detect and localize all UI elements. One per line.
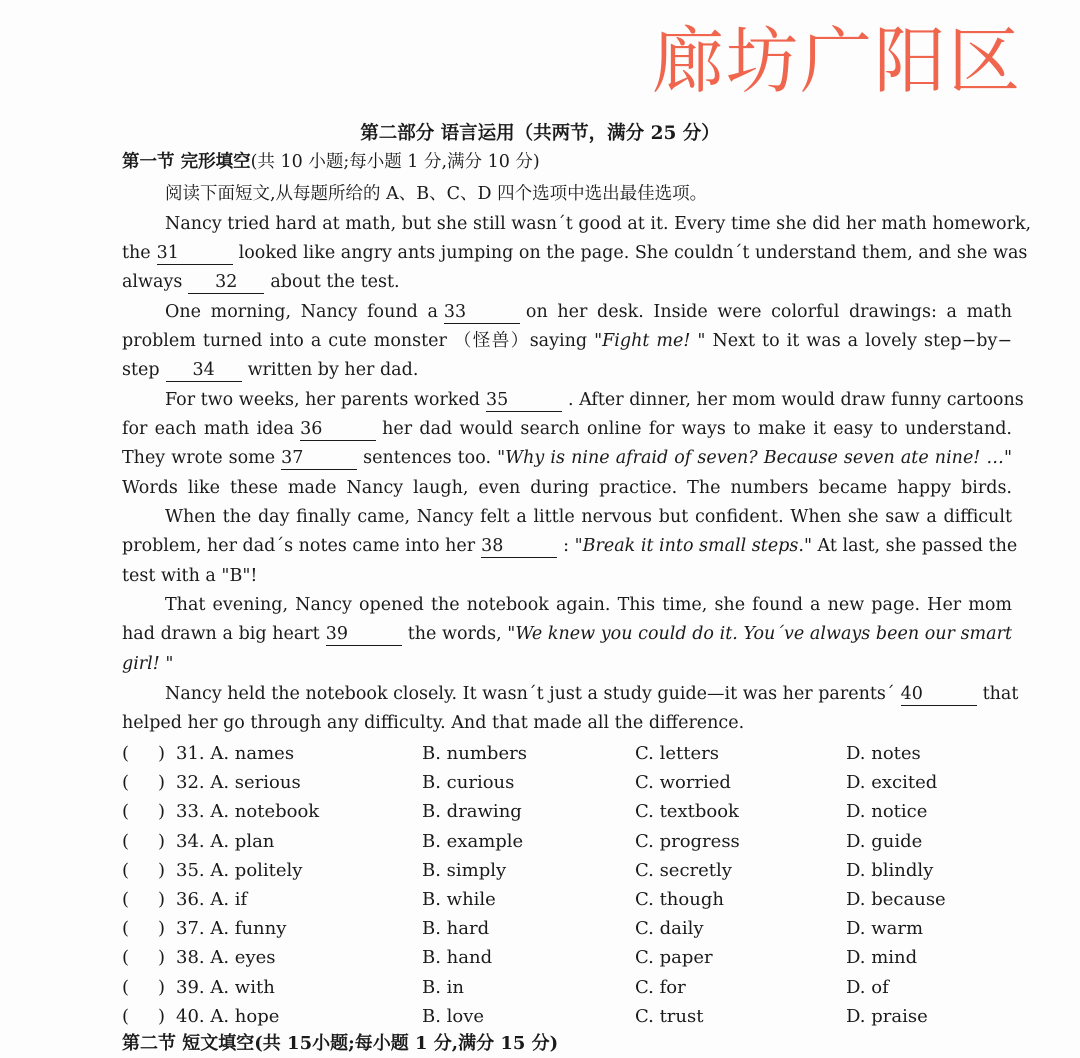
option-a: 37. A. funny [176, 918, 287, 940]
passage-line: Words like these made Nancy laugh, even during practice. The numbers became happy birds. [122, 478, 1012, 498]
passage-line: Nancy tried hard at math, but she still wasn´t good at it. Every time she did her math homework, [165, 214, 1032, 234]
option-d: D. guide [846, 830, 923, 852]
passage-line: When the day finally came, Nancy felt a little nervous but confident. When she saw a difficult [165, 507, 1012, 527]
option-a: 33. A. notebook [176, 801, 320, 823]
passage-text: They wrote some [122, 448, 276, 468]
section2-heading: 第二节 短文填空(共 15小题;每小题 1 分,满分 15 分) [122, 1033, 559, 1054]
option-a: 39. A. with [176, 976, 275, 998]
blank-34: 34 [166, 359, 242, 382]
passage-line [165, 386, 1024, 415]
answer-paren-close: ) [158, 743, 166, 764]
passage-text: One morning, Nancy found a [165, 302, 438, 322]
passage-text: sentences too. " [363, 448, 506, 468]
option-row [122, 973, 1022, 1002]
passage-line [122, 620, 1012, 649]
option-b: B. simply [422, 859, 507, 881]
answer-paren: ( [122, 772, 130, 794]
option-d: D. blindly [846, 859, 934, 881]
passage-line: test with a "B"! [122, 566, 258, 586]
passage-text: had drawn a big heart [122, 624, 320, 644]
option-b: B. drawing [422, 801, 522, 823]
option-c: C. secretly [635, 859, 732, 881]
region-watermark-label: 廊坊广阳区 [652, 19, 1023, 103]
section1-heading-note: (共 10 小题;每小题 1 分,满分 10 分) [250, 152, 540, 172]
answer-paren-close: ) [158, 772, 166, 794]
passage-line: helped her go through any difficulty. And that made all the difference. [122, 713, 745, 733]
option-b: B. while [422, 889, 496, 910]
option-row [122, 856, 1022, 885]
passage-quote: Why is nine afraid of seven? Because seven ate nine! … [505, 448, 1004, 468]
passage-line [122, 444, 1012, 473]
passage-text: looked like angry ants jumping on the page. She couldn´t understand them, and she was [238, 243, 1028, 263]
passage-text: ." At last, she passed the [798, 536, 1018, 556]
blank-36: 36 [300, 418, 376, 441]
answer-paren: ( [122, 859, 130, 881]
section1-instruction: 阅读下面短文,从每题所给的 A、B、C、D 四个选项中选出最佳选项。 [165, 184, 708, 204]
option-a: 32. A. serious [176, 772, 301, 794]
answer-paren: ( [122, 918, 130, 940]
passage-text: written by her dad. [247, 360, 419, 380]
blank-31: 31 [157, 242, 233, 265]
passage-text: " Next to it was a lovely step−by− [690, 331, 1012, 351]
answer-paren-close: ) [158, 1005, 166, 1027]
option-d: D. excited [846, 772, 938, 794]
passage-quote-mark: " [1003, 448, 1012, 468]
answer-paren: ( [122, 830, 130, 852]
passage-quote: Break it into small steps [582, 536, 799, 556]
option-b: B. curious [422, 772, 515, 794]
option-c: C. for [635, 976, 686, 998]
answer-paren: ( [122, 743, 130, 764]
passage-text: step [122, 360, 160, 380]
passage-line: That evening, Nancy opened the notebook again. This time, she found a new page. Her mom [165, 595, 1012, 615]
option-row [122, 739, 1022, 768]
blank-39: 39 [326, 623, 402, 646]
answer-paren-close: ) [158, 976, 166, 998]
passage-line [122, 356, 1012, 385]
option-b: B. hand [422, 947, 493, 969]
blank-38: 38 [481, 535, 557, 558]
option-c: C. textbook [635, 801, 739, 823]
option-row [122, 797, 1022, 826]
option-row [122, 1002, 1022, 1031]
answer-paren-close: ) [158, 918, 166, 940]
answer-paren-close: ) [158, 859, 166, 881]
answer-paren-close: ) [158, 801, 166, 823]
option-c: C. though [635, 889, 724, 910]
part-title: 第二部分 语言运用（共两节，满分 25 分） [360, 123, 720, 144]
passage-line [165, 680, 1019, 709]
option-row [122, 943, 1022, 972]
passage-quote: Fight me! [602, 331, 691, 351]
option-a: 31. A. names [176, 743, 295, 764]
answer-paren: ( [122, 801, 130, 823]
passage-line [122, 650, 1012, 679]
passage-text: for each math idea [122, 419, 295, 439]
answer-paren-close: ) [158, 830, 166, 852]
answer-paren-close: ) [158, 947, 166, 969]
option-c: C. progress [635, 830, 740, 852]
option-row [122, 768, 1022, 797]
option-b: B. hard [422, 918, 490, 940]
passage-line [122, 532, 1018, 561]
option-row [122, 827, 1022, 856]
passage-text: : " [563, 536, 583, 556]
option-a: 35. A. politely [176, 859, 303, 881]
passage-line [122, 239, 1028, 268]
option-a: 40. A. hope [176, 1005, 280, 1027]
passage-line [165, 298, 1012, 327]
answer-paren: ( [122, 976, 130, 998]
blank-37: 37 [281, 447, 357, 470]
option-d: D. praise [846, 1005, 928, 1027]
option-d: D. because [846, 889, 946, 910]
option-c: C. daily [635, 918, 704, 940]
answer-paren-close: ) [158, 889, 166, 910]
option-b: B. in [422, 976, 465, 998]
option-c: C. paper [635, 947, 713, 969]
passage-text: . After dinner, her mom would draw funny cartoons [567, 390, 1024, 410]
option-d: D. notes [846, 743, 921, 764]
passage-line [122, 415, 1012, 444]
passage-line [122, 327, 1012, 356]
option-d: D. of [846, 976, 889, 998]
passage-text: Nancy held the notebook closely. It wasn´t just a study guide—it was her parents´ [165, 684, 895, 704]
answer-paren: ( [122, 947, 130, 969]
option-row [122, 885, 1022, 914]
passage-text: the words, " [407, 624, 516, 644]
answer-paren: ( [122, 889, 130, 910]
option-c: C. worried [635, 772, 731, 794]
passage-quote: We knew you could do it. You´ve always been our smart [515, 624, 1012, 644]
passage-text: problem, her dad´s notes came into her [122, 536, 476, 556]
passage-text: about the test. [270, 272, 400, 292]
passage-text: the [122, 243, 151, 263]
option-c: C. letters [635, 743, 719, 764]
passage-text: For two weeks, her parents worked [165, 390, 480, 410]
option-c: C. trust [635, 1005, 704, 1027]
blank-33: 33 [444, 301, 520, 324]
option-b: B. love [422, 1005, 485, 1027]
option-b: B. numbers [422, 743, 527, 764]
passage-line [122, 268, 1012, 297]
passage-text: her dad would search online for ways to make it easy to understand. [382, 419, 1012, 439]
blank-35: 35 [486, 389, 562, 412]
option-a: 36. A. if [176, 889, 248, 910]
section1-heading: 第一节 完形填空 [122, 152, 251, 172]
answer-paren: ( [122, 1005, 130, 1027]
passage-quote: girl! [122, 654, 160, 674]
option-a: 38. A. eyes [176, 947, 276, 969]
option-row [122, 914, 1022, 943]
option-b: B. example [422, 830, 524, 852]
blank-40: 40 [901, 683, 977, 706]
option-a: 34. A. plan [176, 830, 275, 852]
option-d: D. mind [846, 947, 918, 969]
passage-text: problem turned into a cute monster （怪兽）saying " [122, 331, 603, 351]
passage-text: that [982, 684, 1019, 704]
blank-32: 32 [188, 271, 264, 294]
passage-text: always [122, 272, 183, 292]
option-d: D. warm [846, 918, 924, 940]
passage-quote-mark: " [159, 654, 174, 674]
section1-heading-line [122, 148, 1012, 177]
passage-text: on her desk. Inside were colorful drawings: a math [525, 302, 1012, 322]
option-d: D. notice [846, 801, 928, 823]
